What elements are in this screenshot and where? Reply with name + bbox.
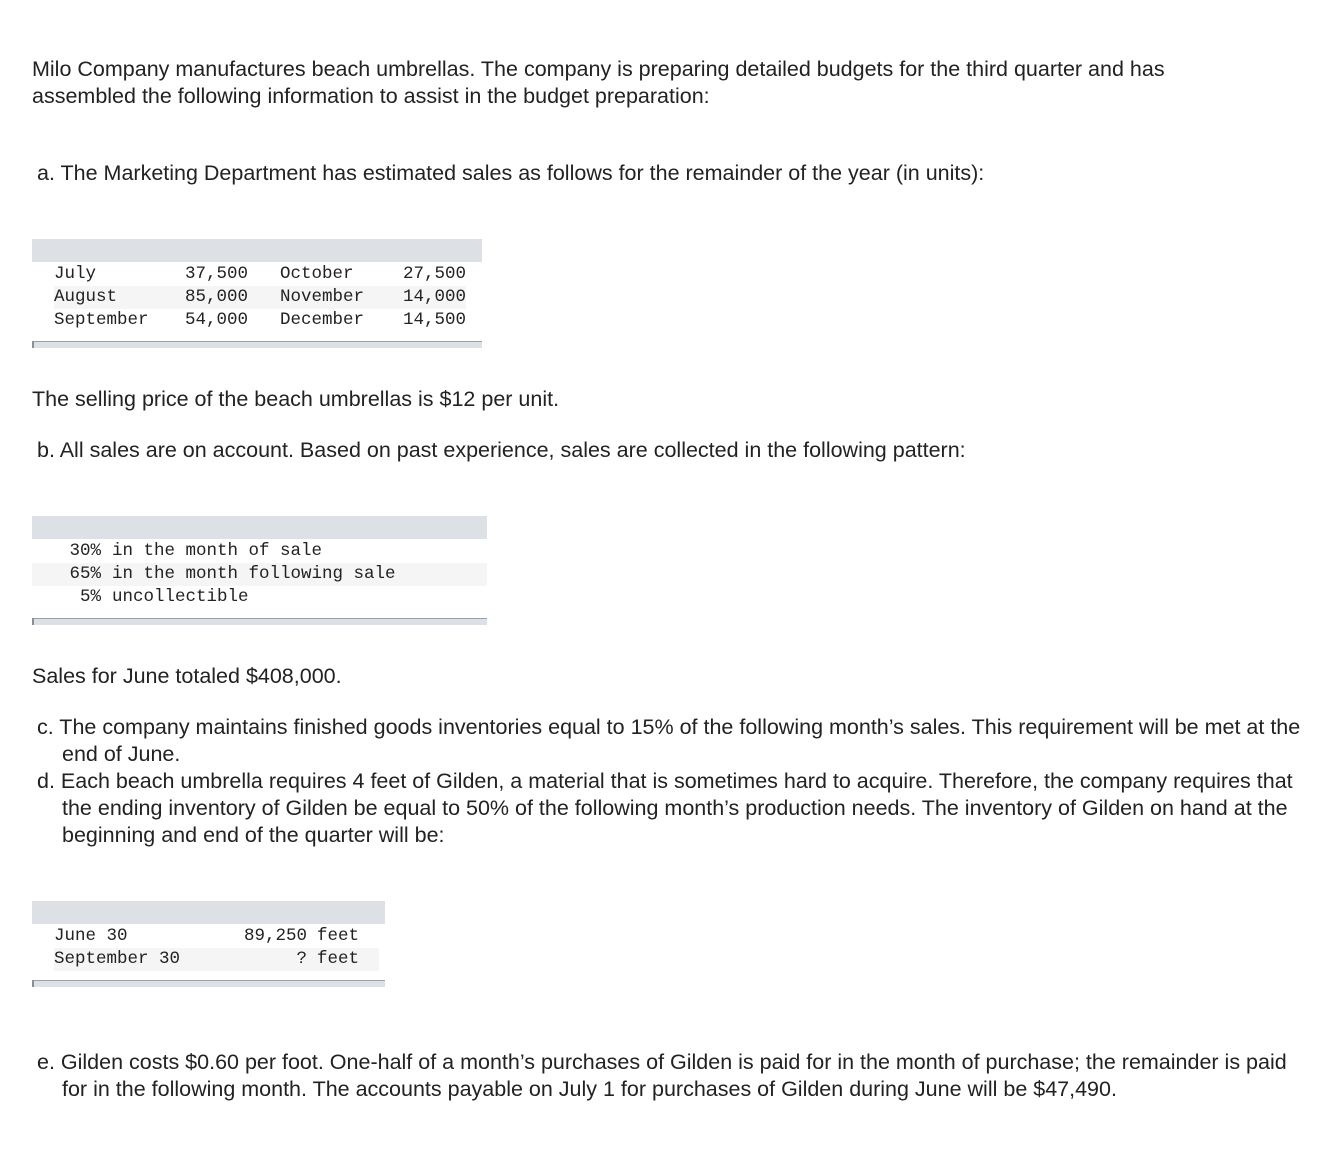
item-a-text: a. The Marketing Department has estimated sales as follows for the remainder of the year (in units):: [37, 161, 985, 185]
table-footer-bar: [32, 341, 482, 348]
table-row: [32, 586, 487, 609]
table-row: [32, 540, 487, 563]
month-cell: September: [54, 310, 149, 330]
date-cell: June 30: [54, 926, 128, 946]
gilden-inventory-table: [32, 901, 385, 989]
table-row: [32, 563, 487, 586]
item-c-text: c. The company maintains finished goods inventories equal to 15% of the following month’s sales. This requirement will be met at the end of June.: [37, 715, 1301, 766]
table-row: [54, 286, 466, 309]
june-sales-text: Sales for June totaled $408,000.: [32, 664, 342, 688]
item-e-text: e. Gilden costs $0.60 per foot. One-half of a month’s purchases of Gilden is paid for in the month of purchase; the remainder is paid for in the following month. The accounts payable on July 1 for purchases of Gilden during June will be $47,490.: [37, 1050, 1287, 1101]
value-cell: 89,250: [243, 926, 307, 946]
month-cell: December: [280, 310, 365, 330]
description-cell: uncollectible: [112, 587, 249, 607]
sales-table: [32, 239, 482, 349]
units-cell: 85,000: [164, 286, 248, 309]
month-cell: July: [54, 264, 97, 284]
collection-table: [32, 516, 487, 627]
units-cell: 14,000: [380, 286, 466, 309]
item-d-text: d. Each beach umbrella requires 4 feet of Gilden, a material that is sometimes hard to acquire. Therefore, the company requires that the ending inventory of Gilden be equal to 50% of the following month’s production needs. The inventory of Gilden on hand at the beginning and end of the quarter will be:: [37, 769, 1293, 847]
units-cell: 37,500: [184, 264, 248, 284]
month-cell: November: [280, 286, 380, 309]
table-header-bar: [32, 516, 487, 539]
table-row: [54, 925, 379, 948]
table-row: [54, 309, 466, 332]
unit-cell: feet: [317, 926, 360, 946]
table-row: [54, 263, 466, 286]
table-row: [54, 948, 379, 971]
description-cell: in the month of sale: [112, 541, 323, 561]
month-cell: October: [280, 264, 354, 284]
month-cell: August: [54, 286, 164, 309]
table-footer-bar: [32, 618, 487, 625]
selling-price-text: The selling price of the beach umbrellas is $12 per unit.: [32, 387, 560, 411]
value-cell: ?: [214, 948, 307, 971]
table-header-bar: [32, 239, 482, 262]
percent-cell: 5%: [79, 587, 101, 607]
percent-cell: 30%: [69, 541, 101, 561]
item-b-text: b. All sales are on account. Based on past experience, sales are collected in the following pattern:: [37, 438, 966, 462]
unit-cell: feet: [307, 948, 379, 971]
table-header-bar: [32, 901, 385, 924]
units-cell: 27,500: [402, 264, 466, 284]
intro-paragraph: Milo Company manufactures beach umbrellas. The company is preparing detailed budgets for the third quarter and has assembled the following information to assist in the budget preparation:: [32, 57, 1165, 108]
units-cell: 14,500: [402, 310, 466, 330]
table-footer-bar: [32, 980, 385, 987]
units-cell: 54,000: [184, 310, 248, 330]
percent-cell: 65%: [32, 563, 101, 586]
description-cell: in the month following sale: [101, 563, 487, 586]
date-cell: September 30: [54, 948, 214, 971]
